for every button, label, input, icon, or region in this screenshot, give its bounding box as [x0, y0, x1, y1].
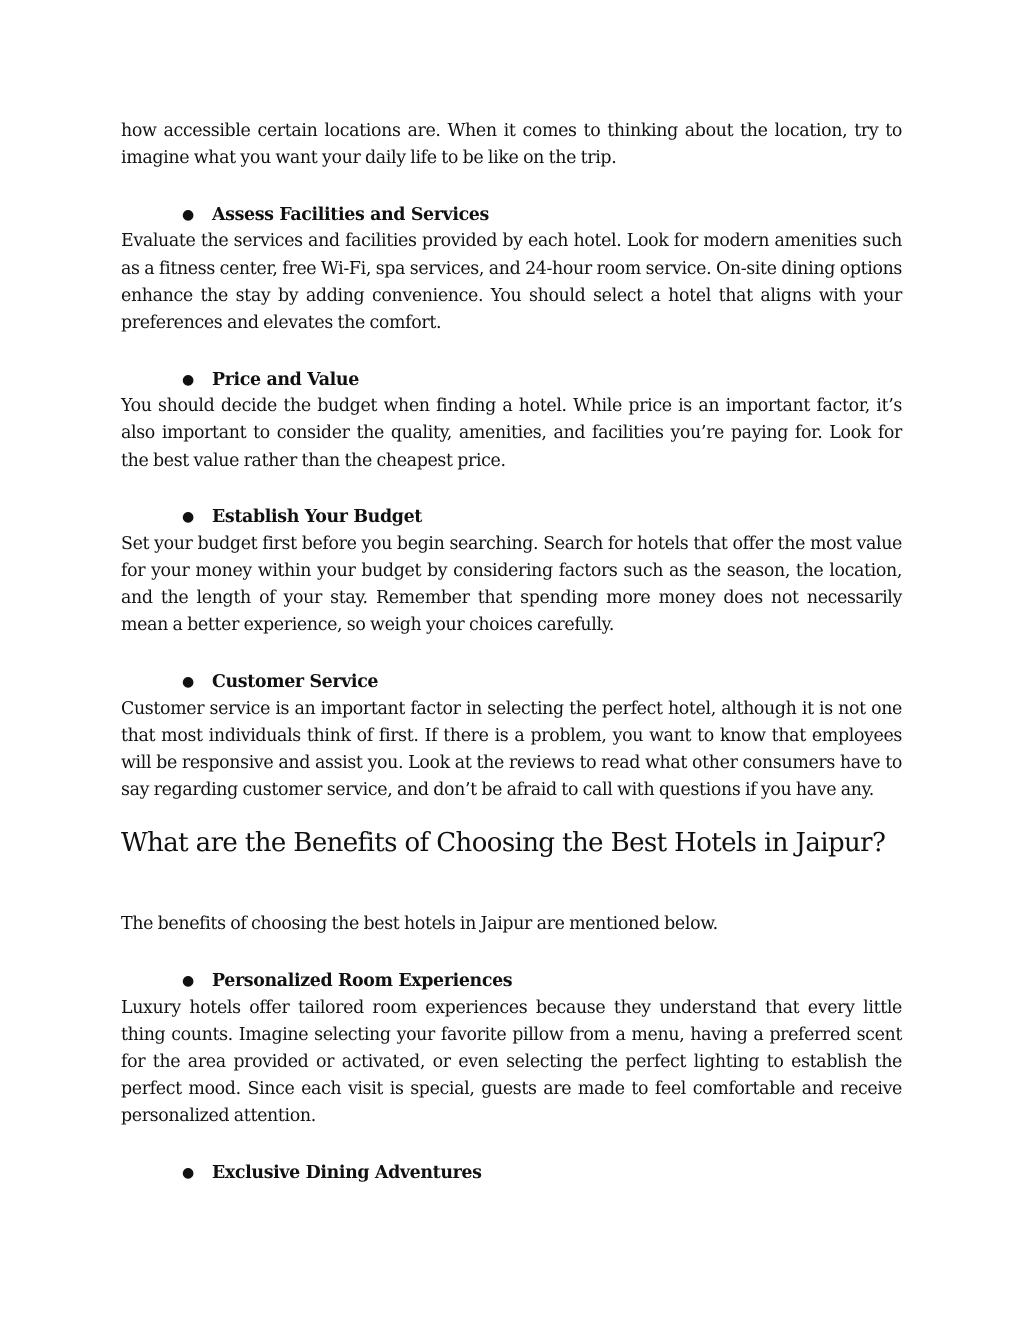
section-heading-facilities	[121, 201, 902, 228]
benefit-heading-exclusive-dining	[121, 1160, 902, 1187]
benefits-heading: What are the Benefits of Choosing the Best Hotels in Jaipur?	[121, 828, 886, 859]
bullet-icon: ●	[182, 674, 194, 691]
section-body-budget: Set your budget first before you begin searching. Search for hotels that offer the most value for your money within your budget by considering factors such as the season, the location, and the length of your stay. Remember that spending more money does not necessarily mean a better experience, so weigh your choices carefully.	[121, 533, 902, 636]
section-title: Price and Value	[212, 369, 359, 390]
section-title: Customer Service	[212, 672, 379, 693]
benefit-heading-personalized-rooms	[121, 968, 902, 995]
bullet-icon: ●	[182, 371, 194, 388]
section-title: Establish Your Budget	[212, 507, 422, 528]
intro-paragraph: how accessible certain locations are. When it comes to thinking about the location, try to imagine what you want your daily life to be like on the trip.	[121, 121, 902, 169]
section-heading-customer-service	[121, 669, 902, 696]
document-page	[121, 118, 902, 1187]
section-title: Assess Facilities and Services	[212, 204, 489, 225]
bullet-icon: ●	[182, 509, 194, 526]
section-body-facilities: Evaluate the services and facilities provided by each hotel. Look for modern amenities such as a fitness center, free Wi-Fi, spa services, and 24-hour room service. On-site dining options enhance the stay by adding convenience. You should select a hotel that aligns with your preferences and elevates the comfort.	[121, 231, 902, 334]
bullet-icon: ●	[182, 1165, 194, 1182]
section-heading-budget	[121, 504, 902, 531]
benefit-title: Personalized Room Experiences	[212, 971, 513, 992]
section-body-customer-service: Customer service is an important factor in selecting the perfect hotel, although it is not one that most individuals think of first. If there is a problem, you want to know that employees will be responsive and assist you. Look at the reviews to read what other consumers have to say regarding customer service, and don’t be afraid to call with questions if you have any.	[121, 698, 902, 801]
benefits-intro: The benefits of choosing the best hotels in Jaipur are mentioned below.	[121, 914, 718, 935]
benefit-body-personalized-rooms: Luxury hotels offer tailored room experiences because they understand that every little thing counts. Imagine selecting your favorite pillow from a menu, having a preferred scent for the area provided or activated, or even selecting the perfect lighting to establish the perfect mood. Since each visit is special, guests are made to feel comfortable and receive personalized attention.	[121, 997, 902, 1127]
bullet-icon: ●	[182, 206, 194, 223]
benefit-title: Exclusive Dining Adventures	[212, 1163, 482, 1184]
section-body-price: You should decide the budget when finding a hotel. While price is an important factor, it’s also important to consider the quality, amenities, and facilities you’re paying for. Look for the best value rather than the cheapest price.	[121, 396, 902, 471]
section-heading-price	[121, 366, 902, 393]
bullet-icon: ●	[182, 973, 194, 990]
